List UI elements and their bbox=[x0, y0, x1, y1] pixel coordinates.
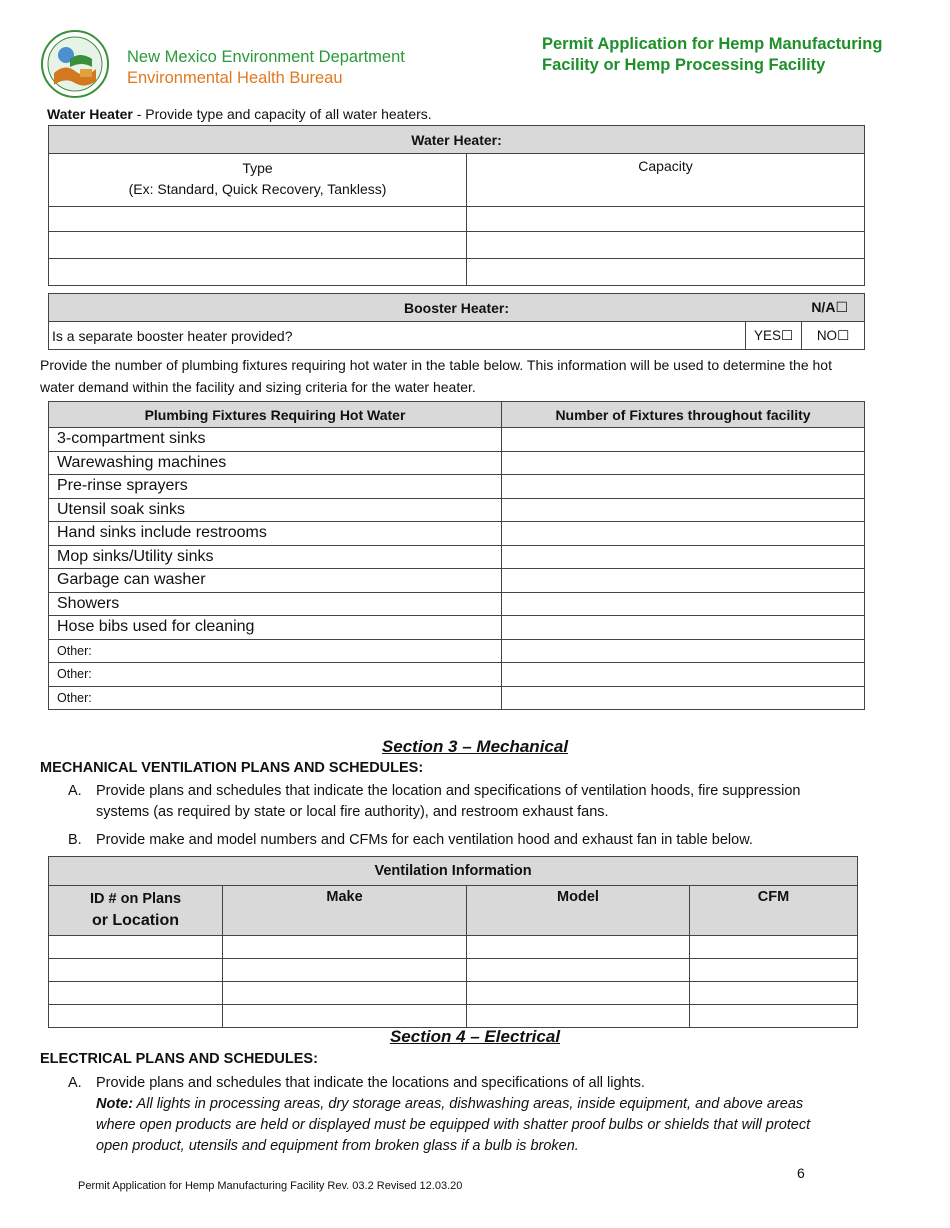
table-row bbox=[49, 522, 865, 546]
fixture-count-field[interactable] bbox=[502, 663, 865, 687]
table-row bbox=[49, 1005, 858, 1028]
form-title-line1: Permit Application for Hemp Manufacturing bbox=[542, 35, 883, 53]
water-heater-intro bbox=[47, 106, 432, 122]
mechanical-item-b: Provide make and model numbers and CFMs for each ventilation hood and exhaust fan in table below. bbox=[96, 832, 753, 848]
fixture-count-field[interactable] bbox=[502, 451, 865, 475]
make-field[interactable] bbox=[223, 959, 467, 982]
type-example: (Ex: Standard, Quick Recovery, Tankless) bbox=[128, 181, 387, 197]
fixtures-column-header: Plumbing Fixtures Requiring Hot Water bbox=[49, 402, 502, 428]
fixture-label: 3-compartment sinks bbox=[49, 428, 502, 452]
table-row bbox=[49, 545, 865, 569]
table-row bbox=[49, 959, 858, 982]
cfm-field[interactable] bbox=[690, 959, 858, 982]
fixture-label: Other: bbox=[49, 686, 502, 710]
cfm-field[interactable] bbox=[690, 982, 858, 1005]
mechanical-heading: MECHANICAL VENTILATION PLANS AND SCHEDULES: bbox=[40, 760, 424, 776]
fixture-label: Other: bbox=[49, 663, 502, 687]
id-header-line2: or Location bbox=[91, 912, 180, 929]
form-title-line2: Facility or Hemp Processing Facility bbox=[542, 56, 826, 74]
fixture-count-field[interactable] bbox=[502, 592, 865, 616]
fixture-count-field[interactable] bbox=[502, 428, 865, 452]
booster-heater-header bbox=[49, 294, 865, 322]
table-row bbox=[49, 428, 865, 452]
water-heater-capacity-field[interactable] bbox=[467, 207, 865, 232]
na-checkbox[interactable] bbox=[811, 299, 848, 316]
electrical-note bbox=[96, 1094, 836, 1157]
item-a-label: A. bbox=[68, 783, 82, 799]
booster-question: Is a separate booster heater provided? bbox=[49, 322, 746, 350]
water-heater-type-field[interactable] bbox=[49, 232, 467, 259]
ventilation-table-title: Ventilation Information bbox=[49, 857, 858, 886]
water-heater-label: Water Heater bbox=[47, 106, 133, 122]
electrical-heading: ELECTRICAL PLANS AND SCHEDULES: bbox=[40, 1051, 318, 1067]
model-field[interactable] bbox=[467, 982, 690, 1005]
model-column-header: Model bbox=[467, 886, 690, 936]
water-heater-capacity-field[interactable] bbox=[467, 259, 865, 286]
table-row bbox=[49, 451, 865, 475]
table-row bbox=[49, 498, 865, 522]
no-checkbox[interactable] bbox=[802, 322, 865, 350]
plumbing-fixtures-table bbox=[48, 401, 865, 710]
id-field[interactable] bbox=[49, 936, 223, 959]
electrical-item-a: Provide plans and schedules that indicate the locations and specifications of all lights. bbox=[96, 1075, 645, 1091]
fixture-count-field[interactable] bbox=[502, 569, 865, 593]
cfm-column-header: CFM bbox=[690, 886, 858, 936]
fixture-count-field[interactable] bbox=[502, 545, 865, 569]
section-4-title: Section 4 – Electrical bbox=[389, 1027, 561, 1046]
nmed-logo bbox=[40, 29, 110, 99]
department-name: New Mexico Environment Department bbox=[127, 48, 405, 66]
id-field[interactable] bbox=[49, 1005, 223, 1028]
booster-heater-title: Booster Heater: bbox=[403, 299, 510, 316]
fixture-count-field[interactable] bbox=[502, 686, 865, 710]
fixture-count-field[interactable] bbox=[502, 616, 865, 640]
fixture-label: Hand sinks include restrooms bbox=[49, 522, 502, 546]
make-field[interactable] bbox=[223, 936, 467, 959]
fixture-count-field[interactable] bbox=[502, 498, 865, 522]
type-label: Type bbox=[242, 160, 273, 176]
water-heater-table-title: Water Heater: bbox=[49, 126, 865, 154]
no-label: NO bbox=[816, 327, 838, 343]
fixture-label: Hose bibs used for cleaning bbox=[49, 616, 502, 640]
table-row bbox=[49, 616, 865, 640]
checkbox-icon: ☐ bbox=[835, 300, 848, 316]
table-row bbox=[49, 663, 865, 687]
table-row bbox=[49, 686, 865, 710]
section-3-title: Section 3 – Mechanical bbox=[381, 737, 569, 756]
fixture-label: Utensil soak sinks bbox=[49, 498, 502, 522]
fixture-label: Showers bbox=[49, 592, 502, 616]
item-b-label: B. bbox=[68, 832, 82, 848]
note-text: All lights in processing areas, dry storage areas, dishwashing areas, inside equipment, and above areas where open products are held or displayed must be equipped with shatter proof bulbs or shields that will protect open product, utensils and equipment from broken glass if a bulb is broken. bbox=[96, 1096, 811, 1154]
id-column-header bbox=[49, 886, 223, 936]
table-row bbox=[49, 936, 858, 959]
fixture-count-field[interactable] bbox=[502, 475, 865, 499]
table-row bbox=[49, 475, 865, 499]
table-row bbox=[49, 259, 865, 286]
make-field[interactable] bbox=[223, 982, 467, 1005]
table-row bbox=[49, 569, 865, 593]
fixture-count-field[interactable] bbox=[502, 639, 865, 663]
water-heater-type-field[interactable] bbox=[49, 207, 467, 232]
ventilation-table bbox=[48, 856, 858, 1028]
model-field[interactable] bbox=[467, 936, 690, 959]
id-field[interactable] bbox=[49, 959, 223, 982]
type-column-header bbox=[49, 154, 467, 207]
booster-heater-table bbox=[48, 293, 865, 350]
capacity-column-header: Capacity bbox=[467, 154, 865, 207]
water-heater-instruction: - Provide type and capacity of all water heaters. bbox=[132, 106, 432, 122]
na-label: N/A bbox=[811, 299, 836, 315]
table-row bbox=[49, 232, 865, 259]
count-column-header: Number of Fixtures throughout facility bbox=[502, 402, 865, 428]
table-row bbox=[49, 207, 865, 232]
water-heater-type-field[interactable] bbox=[49, 259, 467, 286]
make-field[interactable] bbox=[223, 1005, 467, 1028]
table-row bbox=[49, 639, 865, 663]
item-a-label: A. bbox=[68, 1075, 82, 1091]
fixture-label: Warewashing machines bbox=[49, 451, 502, 475]
id-field[interactable] bbox=[49, 982, 223, 1005]
water-heater-table bbox=[48, 125, 865, 286]
footer-text: Permit Application for Hemp Manufacturing Facility Rev. 03.2 Revised 12.03.20 bbox=[78, 1180, 463, 1192]
make-column-header: Make bbox=[223, 886, 467, 936]
department-block bbox=[127, 47, 405, 89]
water-heater-capacity-field[interactable] bbox=[467, 232, 865, 259]
checkbox-icon: ☐ bbox=[780, 327, 794, 344]
fixture-label: Garbage can washer bbox=[49, 569, 502, 593]
fixture-label: Other: bbox=[49, 639, 502, 663]
id-header-line1: ID # on Plans bbox=[89, 891, 182, 907]
yes-label: YES bbox=[753, 327, 781, 343]
model-field[interactable] bbox=[467, 1005, 690, 1028]
fixture-label: Mop sinks/Utility sinks bbox=[49, 545, 502, 569]
fixture-count-field[interactable] bbox=[502, 522, 865, 546]
mechanical-item-a: Provide plans and schedules that indicate the location and specifications of ventilation hoods, fire suppression systems (as required by state or local fire authority), and restroom exhaust fans. bbox=[96, 783, 801, 820]
bureau-name: Environmental Health Bureau bbox=[127, 69, 343, 87]
table-row bbox=[49, 982, 858, 1005]
fixtures-table-body bbox=[49, 428, 865, 710]
checkbox-icon: ☐ bbox=[837, 327, 850, 344]
fixtures-instructions: Provide the number of plumbing fixtures requiring hot water in the table below. This information will be used to determine the hot water demand within the facility and sizing criteria for the water heater. bbox=[40, 357, 832, 395]
cfm-field[interactable] bbox=[690, 936, 858, 959]
model-field[interactable] bbox=[467, 959, 690, 982]
cfm-field[interactable] bbox=[690, 1005, 858, 1028]
page-number: 6 bbox=[797, 1165, 805, 1181]
form-title bbox=[542, 34, 882, 76]
fixture-label: Pre-rinse sprayers bbox=[49, 475, 502, 499]
note-label: Note: bbox=[96, 1096, 134, 1112]
yes-checkbox[interactable] bbox=[746, 322, 802, 350]
table-row bbox=[49, 592, 865, 616]
